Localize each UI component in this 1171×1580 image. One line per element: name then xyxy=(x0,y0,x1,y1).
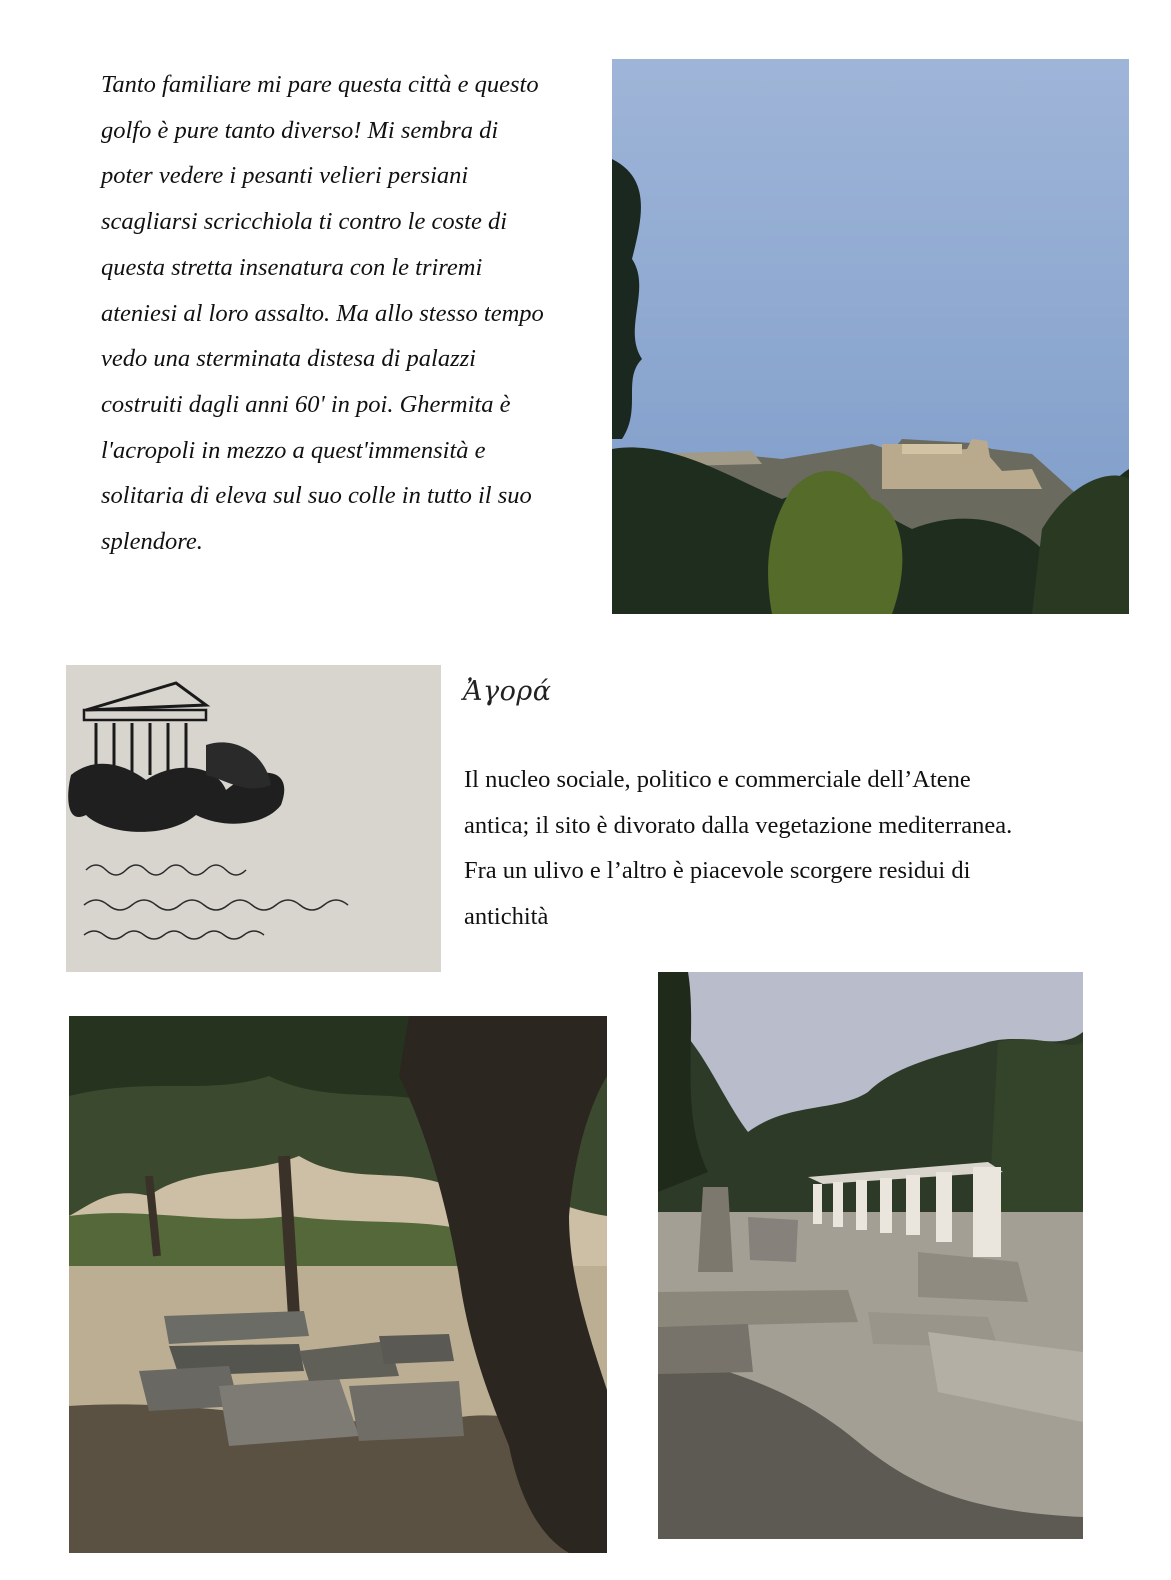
acropolis-photo xyxy=(612,59,1129,614)
stoa-ruins-photo xyxy=(658,972,1083,1539)
temple-sketch-image xyxy=(66,665,441,972)
agora-text: Il nucleo sociale, politico e commerciale dell’Atene antica; il sito è divorato dalla vegetazione mediterranea. Fra un ulivo e l’altro è piacevole scorgere residui di antichità xyxy=(464,766,1013,930)
olive-grove-photo xyxy=(69,1016,607,1553)
intro-paragraph: Tanto familiare mi pare questa città e questo golfo è pure tanto diverso! Mi sembra di poter vedere i pesanti velieri persiani scagliarsi scricchiola ti contro le coste di questa stretta insenatura con le triremi ateniesi al loro assalto. Ma allo stesso tempo vedo una sterminata distesa di palazzi costruiti dagli anni 60' in poi. Ghermita è l'acropoli in mezzo a quest'immensità e solitaria di eleva sul suo colle in tutto il suo splendore. xyxy=(101,71,544,556)
agora-title: Ἀγορά xyxy=(463,676,552,707)
